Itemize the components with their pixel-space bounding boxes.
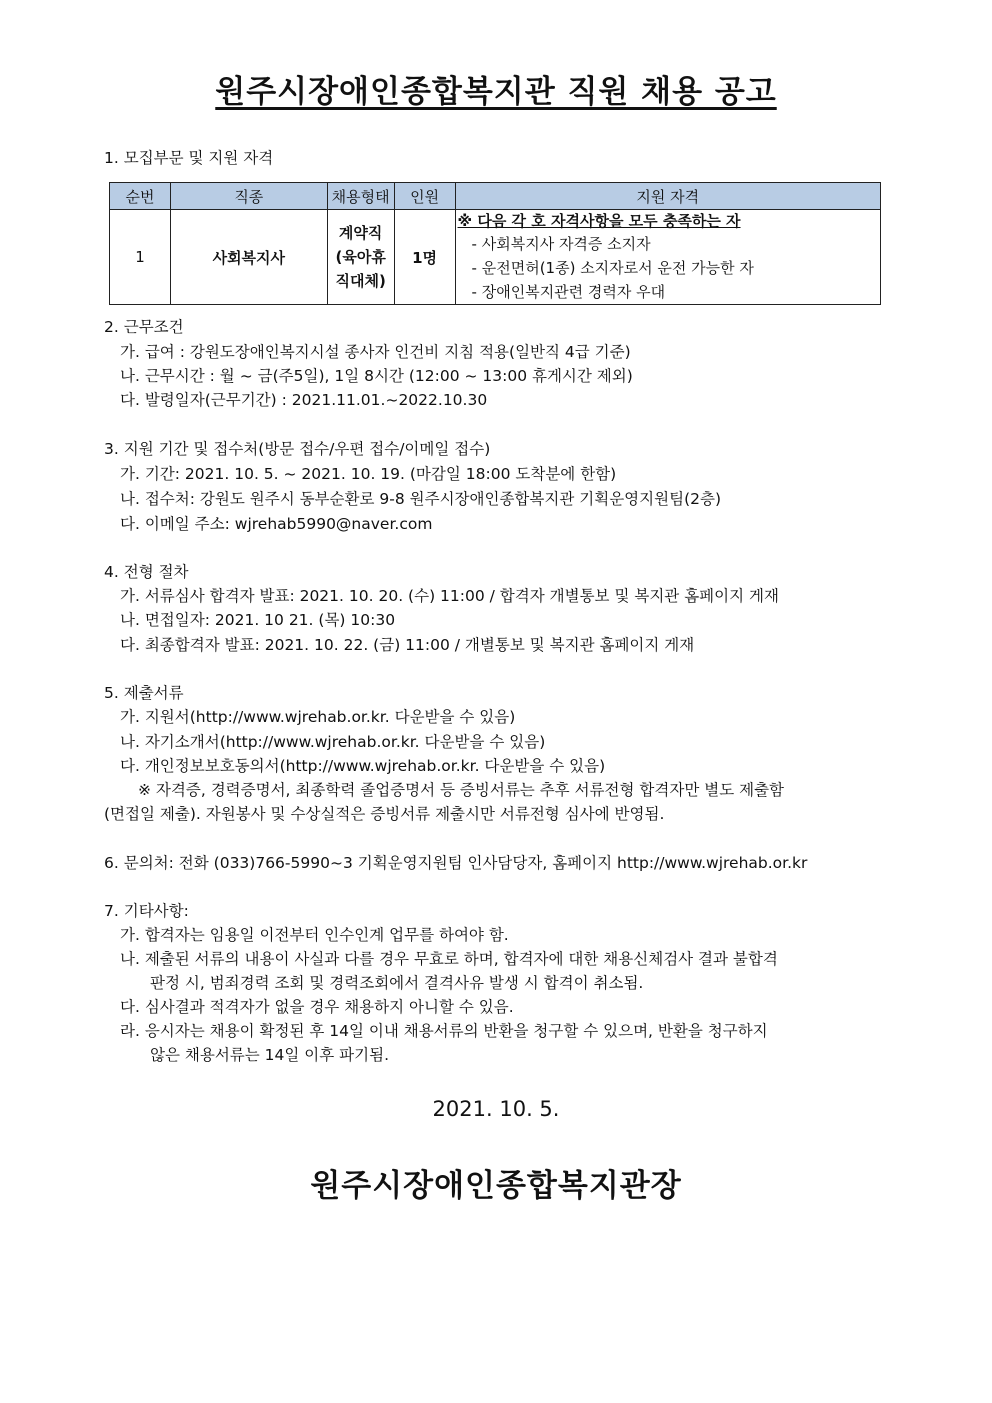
cell-no: 1 bbox=[110, 210, 171, 305]
document-title: 원주시장애인종합복지관 직원 채용 공고 bbox=[215, 74, 777, 110]
signer-name: 원주시장애인종합복지관장 bbox=[310, 1168, 682, 1204]
section2-item: 다. 발령일자(근무기간) : 2021.11.01.~2022.10.30 bbox=[120, 391, 488, 409]
header-type: 채용형태 bbox=[327, 183, 394, 210]
section4-item: 나. 면접일자: 2021. 10 21. (목) 10:30 bbox=[120, 611, 396, 629]
section3-item: 가. 기간: 2021. 10. 5. ~ 2021. 10. 19. (마감일 18:00 도착분에 한함) bbox=[120, 465, 617, 483]
cell-job: 사회복지사 bbox=[170, 210, 327, 305]
cell-type bbox=[327, 210, 394, 305]
section4-item: 가. 서류심사 합격자 발표: 2021. 10. 20. (수) 11:00 / 합격자 개별통보 및 복지관 홈페이지 게재 bbox=[120, 587, 779, 605]
cell-type-line: (육아휴 bbox=[335, 248, 386, 266]
qualification-heading: ※ 다음 각 호 자격사항을 모두 충족하는 자 bbox=[457, 212, 741, 230]
section4-heading: 4. 전형 절차 bbox=[104, 563, 189, 581]
qualification-item: - 사회복지사 자격증 소지자 bbox=[471, 235, 651, 253]
cell-type-line: 직대체) bbox=[335, 272, 386, 290]
qualification-item: - 운전면허(1종) 소지자로서 운전 가능한 자 bbox=[471, 259, 754, 277]
section2-item: 가. 급여 : 강원도장애인복지시설 종사자 인건비 지침 적용(일반직 4급 기준) bbox=[120, 343, 631, 361]
section5-item: 나. 자기소개서(http://www.wjrehab.or.kr. 다운받을 수 있음) bbox=[120, 733, 546, 751]
section3-item: 나. 접수처: 강원도 원주시 동부순환로 9-8 원주시장애인종합복지관 기획운영지원팀(2층) bbox=[120, 490, 721, 508]
section1-heading: 1. 모집부문 및 지원 자격 bbox=[104, 149, 274, 167]
section7-item: 라. 응시자는 채용이 확정된 후 14일 이내 채용서류의 반환을 청구할 수 있으며, 반환을 청구하지 bbox=[120, 1022, 768, 1040]
section5-item: 가. 지원서(http://www.wjrehab.or.kr. 다운받을 수 있음) bbox=[120, 708, 516, 726]
section5-note-continued: (면접일 제출). 자원봉사 및 수상실적은 증빙서류 제출시만 서류전형 심사에 반영됨. bbox=[104, 805, 665, 823]
header-job: 직종 bbox=[170, 183, 327, 210]
section2-item: 나. 근무시간 : 월 ~ 금(주5일), 1일 8시간 (12:00 ~ 13:00 휴게시간 제외) bbox=[120, 367, 633, 385]
table-row bbox=[110, 210, 881, 305]
table-header-row bbox=[110, 183, 881, 210]
header-count: 인원 bbox=[394, 183, 455, 210]
section5-note: ※ 자격증, 경력증명서, 최종학력 졸업증명서 등 증빙서류는 추후 서류전형 합격자만 별도 제출함 bbox=[138, 781, 785, 799]
announcement-date: 2021. 10. 5. bbox=[432, 1097, 560, 1121]
section7-item-continued: 않은 채용서류는 14일 이후 파기됨. bbox=[150, 1046, 390, 1064]
header-no: 순번 bbox=[110, 183, 171, 210]
section7-item: 가. 합격자는 임용일 이전부터 인수인계 업무를 하여야 함. bbox=[120, 926, 509, 944]
section5-heading: 5. 제출서류 bbox=[104, 684, 184, 702]
cell-type-line: 계약직 bbox=[338, 224, 383, 242]
section6-contact: 6. 문의처: 전화 (033)766-5990~3 기획운영지원팀 인사담당자, 홈페이지 http://www.wjrehab.or.kr bbox=[104, 854, 808, 872]
section7-item: 나. 제출된 서류의 내용이 사실과 다를 경우 무효로 하며, 합격자에 대한 채용신체검사 결과 불합격 bbox=[120, 950, 778, 968]
header-qualification: 지원 자격 bbox=[455, 183, 880, 210]
cell-count: 1명 bbox=[394, 210, 455, 305]
qualification-item: - 장애인복지관련 경력자 우대 bbox=[471, 283, 666, 301]
section7-item-continued: 판정 시, 범죄경력 조회 및 경력조회에서 결격사유 발생 시 합격이 취소됨. bbox=[150, 974, 644, 992]
section3-heading: 3. 지원 기간 및 접수처(방문 접수/우편 접수/이메일 접수) bbox=[104, 440, 491, 458]
cell-qualification bbox=[455, 210, 880, 305]
section2-heading: 2. 근무조건 bbox=[104, 318, 184, 336]
section5-item: 다. 개인정보보호동의서(http://www.wjrehab.or.kr. 다운받을 수 있음) bbox=[120, 757, 606, 775]
section7-item: 다. 심사결과 적격자가 없을 경우 채용하지 아니할 수 있음. bbox=[120, 998, 514, 1016]
section4-item: 다. 최종합격자 발표: 2021. 10. 22. (금) 11:00 / 개별통보 및 복지관 홈페이지 게재 bbox=[120, 636, 695, 654]
section7-heading: 7. 기타사항: bbox=[104, 902, 189, 920]
section3-item: 다. 이메일 주소: wjrehab5990@naver.com bbox=[120, 515, 433, 533]
recruitment-table bbox=[109, 182, 881, 305]
